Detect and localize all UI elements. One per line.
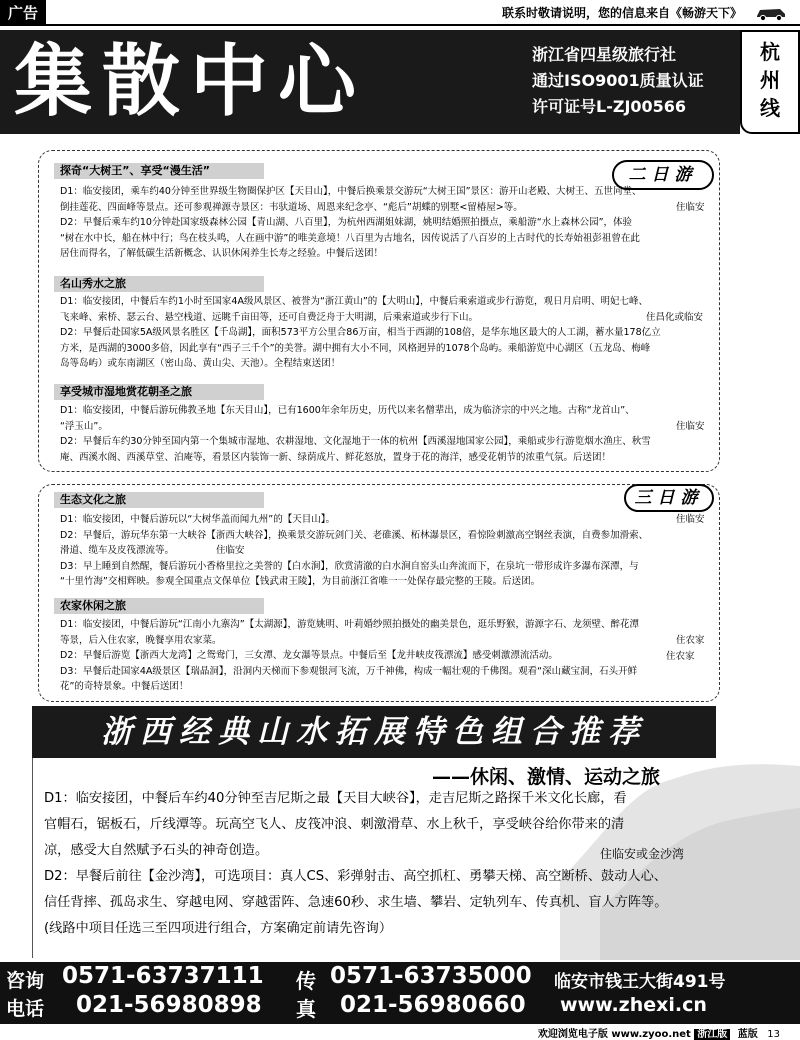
banner-title: 浙西经典山水拓展特色组合推荐 [101, 714, 647, 750]
stay-note: 住临安或金沙湾 [600, 847, 685, 861]
expansion-line: 凉，感受大自然赋予石头的神奇创造。 [44, 843, 269, 858]
section-title: 享受城市湿地赏花朝圣之旅 [54, 384, 264, 400]
phone-label: 电话 [6, 998, 45, 1020]
route-char: 州 [760, 68, 780, 92]
stay-note: 住昌化或临安 [646, 312, 704, 323]
section-title: 探奇“大树王”、享受“漫生活” [54, 163, 264, 179]
expansion-line: D1：临安接团，中餐后车约40分钟至吉尼斯之最【天目大峡谷】，走吉尼斯之路探千米文化长廊，看 [44, 791, 627, 806]
agency-line: 通过ISO9001质量认证 [532, 71, 704, 90]
stay-note: 住临安 [216, 545, 245, 556]
fax-number: 0571-63735000 [330, 963, 532, 989]
route-tag [740, 30, 800, 134]
itinerary-line: 方米，是西湖的3000多倍，因此享有“西子三千个”的美誉。湖中拥有大小不同，风格迥异的1078个岛屿。乘船游览中心湖区（五龙岛、梅峰 [60, 342, 651, 354]
route-char: 线 [760, 96, 780, 120]
itinerary-line: D2：早餐后，游玩华东第一大峡谷【浙西大峡谷】，换乘景交游玩剑门关、老碓溪、柘林瀑景区，看惊险刺激高空钢丝表演，自费参加滑索、 [60, 529, 649, 541]
itinerary-text [60, 294, 710, 372]
stay-note: 住临安 [676, 421, 705, 432]
contact-footer [0, 962, 800, 1024]
hero-banner [0, 30, 740, 134]
itinerary-line: D1：临安接团，中餐后游玩佛教圣地【东天目山】，已有1600年余年历史，历代以来名僧辈出，成为临济宗的中兴之地。古称“龙首山”、 [60, 405, 635, 416]
itinerary-text [60, 403, 710, 465]
itinerary-line: D2：早餐后乘车约10分钟赴国家级森林公园【青山湖、八百里】，为杭州西湖姐妹湖，姚明结婚照拍摄点，乘船游“水上森林公园”，体验 [60, 217, 633, 229]
phone-number: 021-56980898 [76, 992, 262, 1018]
car-icon [754, 5, 788, 21]
section-title: 名山秀水之旅 [54, 276, 264, 292]
two-day-badge: 二日游 [612, 160, 714, 190]
expansion-text [44, 786, 704, 942]
itinerary-line: 等景，后入住农家，晚餐享用农家菜。 [60, 634, 222, 646]
expansion-line: 信任背摔、孤岛求生、穿越电网、穿越雷阵、急速60秒、求生墙、攀岩、定轨列车、传真机、盲人方阵等。 [44, 895, 668, 910]
itinerary-text [60, 617, 710, 695]
itinerary-text [60, 512, 710, 590]
itinerary-line: “树在水中长，船在林中行；鸟在枝头鸣，人在画中游”的唯美意境！八百里为古地名，因传说活了八百岁的上古时代的长寿始祖彭祖曾在此 [60, 232, 640, 244]
page-footer [0, 1024, 800, 1040]
fax-label: 真 [296, 997, 316, 1021]
stay-note: 住临安 [676, 514, 705, 525]
itinerary-line: 岛等岛屿）或东南湖区（密山岛、黄山尖、天池）。全程结束送团！ [60, 358, 341, 370]
itinerary-line: 倒挂莲花、四面峰等景点。还可参观禅源寺景区：韦驮道场、周恩来纪念亭、“彪后”胡蝶的别墅<留椿屋>等。 [60, 201, 523, 213]
itinerary-line: “十里竹海”交相辉映。参观全国重点文保单位【钱武肃王陵】，为目前浙江省唯一一处保存最完整的王陵。后送团。 [60, 576, 541, 588]
fax-label: 传 [296, 969, 316, 993]
page-number: 13 [767, 1029, 780, 1040]
itinerary-line: D2：早餐后赴国家5A级风景名胜区【千岛湖】，面积573平方公里合86万亩，相当于西湖的108倍，是华东地区最大的人工湖，蓄水量178亿立 [60, 327, 661, 339]
stay-note: 住农家 [676, 635, 705, 646]
itinerary-text [60, 184, 710, 262]
stay-note: 住农家 [666, 651, 695, 662]
brand-title: 集散中心 [14, 36, 367, 127]
site-note: 欢迎浏览电子版 www.zyoo.net [537, 1029, 691, 1040]
expansion-banner [32, 706, 716, 758]
agency-line: 许可证号L-ZJ00566 [532, 97, 687, 116]
itinerary-line: D3：早餐后赴国家4A级景区【瑞晶洞】，沿洞内天梯而下参观银河飞流，万千神佛，构成一幅壮观的千佛图。观看“深山藏宝洞，石头开鲜 [60, 665, 638, 677]
three-day-badge: 三日游 [624, 484, 714, 512]
expansion-line: D2：早餐后前往【金沙湾】，可选项目：真人CS、彩弹射击、高空抓杠、勇攀天梯、高空断桥、鼓动人心、 [44, 869, 667, 884]
contact-note: 联系时敬请说明，您的信息来自《畅游天下》 [501, 6, 742, 20]
itinerary-line: D1：临安接团，中餐后游玩“江南小九寨沟”【太湖源】，游览姚明、叶莉婚纱照拍摄处的幽美景色，逛乐野猴，游源字石、龙须壁、醉花潭 [60, 619, 639, 630]
itinerary-line: D2：早餐后游览【浙西大龙湾】之鸳鸯门，三女潭、龙女瀑等景点。中餐后至【龙井峡皮筏漂流】感受刺激漂流活动。 [60, 650, 558, 662]
itinerary-line: 飞来峰、索桥、瑟云台、悬空栈道、远眺千亩田等，还可自费泛舟于大明湖，后乘索道或步行下山。 [60, 311, 479, 323]
agency-info [532, 42, 704, 120]
page-footer-text [538, 1025, 780, 1040]
itinerary-line: D3：早上睡到自然醒，餐后游玩小香格里拉之美誉的【白水涧】，欣赏清澈的白水涧自窑头山奔流而下，在泉坑一带形成许多瀑布深潭，与 [60, 560, 639, 572]
itinerary-line: D1：临安接团，中餐后游玩以“大树华盖而闻九州”的【天目山】。 [60, 514, 335, 525]
section-title: 生态文化之旅 [54, 492, 264, 508]
itinerary-line: D1：临安接团，乘车约40分钟至世界级生物圈保护区【天目山】，中餐后换乘景交游玩“大树王国”景区：游开山老殿、大树王、五世同堂、 [60, 186, 642, 197]
stay-note: 住临安 [676, 202, 705, 213]
top-bar [0, 0, 800, 26]
consult-label: 咨询 [6, 970, 45, 992]
website: www.zhexi.cn [560, 994, 707, 1016]
fax-number: 021-56980660 [340, 992, 526, 1018]
section-title: 农家休闲之旅 [54, 598, 264, 614]
route-char: 杭 [760, 40, 780, 64]
color-edition: 蓝版 [737, 1029, 758, 1040]
expansion-line: 官帽石，锯板石，斤线潭等。玩高空飞人、皮筏冲浪、刺激滑草、水上秋千，享受峡谷给你带来的清 [44, 817, 625, 832]
expansion-subtitle: ——休闲、激情、运动之旅 [432, 766, 661, 788]
agency-line: 浙江省四星级旅行社 [532, 45, 677, 64]
expansion-line: (线路中项目任选三至四项进行组合，方案确定前请先咨询） [44, 921, 393, 936]
itinerary-line: 滑道、缆车及皮筏漂流等。 [60, 545, 175, 557]
itinerary-line: 居住而得名，了解低碳生活新概念、认识休闲养生长寿之经验。中餐后送团！ [60, 248, 384, 260]
ad-label: 广告 [0, 0, 46, 26]
itinerary-line: D1：临安接团，中餐后车约1小时至国家4A级风景区、被誉为“浙江黄山”的【大明山】，中餐后乘索道或步行游览，观日月启明、明妃七峰、 [60, 296, 649, 307]
itinerary-line: “浮玉山”。 [60, 420, 108, 432]
edition-badge: 浙江版 [694, 1029, 730, 1040]
address: 临安市钱王大街491号 [554, 972, 726, 992]
phone-number: 0571-63737111 [62, 963, 264, 989]
itinerary-line: D2：早餐后车约30分钟至国内第一个集城市湿地、农耕湿地、文化湿地于一体的杭州【西溪湿地国家公园】，乘船或步行游览烟水渔庄、秋雪 [60, 436, 651, 448]
itinerary-line: 庵、西溪水阁、西溪草堂、泊庵等，看景区内装饰一新、绿荫成片、鲜花怒放，置身于花的海洋，感受花朝节的浓重气氛。后送团！ [60, 451, 612, 463]
itinerary-line: 花”的奇特景象。中餐后送团！ [60, 681, 189, 693]
